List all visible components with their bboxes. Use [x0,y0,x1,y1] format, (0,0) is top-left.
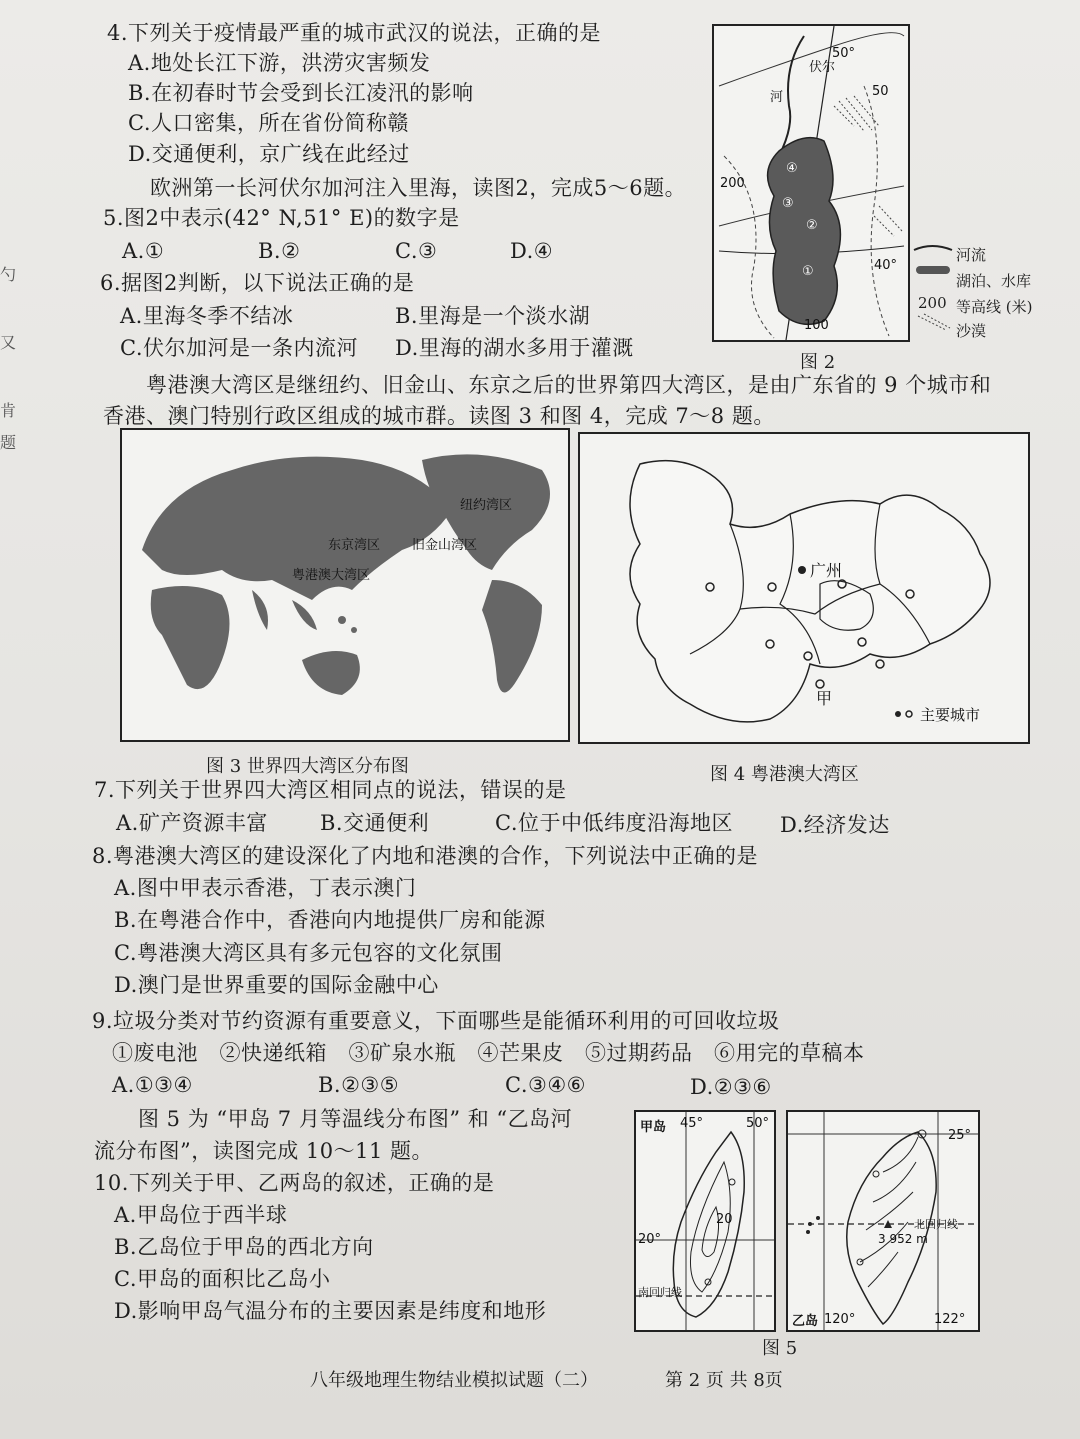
fig2-label-40-deg: 40° [874,258,898,273]
margin-mark: 勺 [0,265,17,284]
question-10-option-a: A.甲岛位于西半球 [114,1203,288,1227]
fig5-label-t20: 20 [716,1212,733,1227]
fig2-label-river: 河 [770,90,784,105]
question-5-option-b: B.② [258,239,301,263]
question-4-option-c: C.人口密集，所在省份简称赣 [128,111,409,135]
fig4-label-jia: 甲 [816,689,833,708]
figure-5-jia-island [634,1110,776,1332]
fig2-legend-river: 河流 [956,246,987,264]
question-5-stem: 5.图2中表示(42° N,51° E)的数字是 [103,206,460,230]
question-4-option-b: B.在初春时节会受到长江凌汛的影响 [128,81,474,105]
gba-map-svg [580,434,1028,742]
fig2-legend-symbols [912,240,956,330]
fig3-label-tokyo: 东京湾区 [328,538,381,553]
question-7-option-a: A.矿产资源丰富 [116,811,268,835]
figure-4-gba-map [578,432,1030,744]
fig2-number-4: ④ [786,161,798,176]
fig2-number-3: ③ [782,196,794,211]
question-5-option-a: A.① [122,239,165,263]
fig2-label-volga: 伏尔 [809,60,836,75]
question-6-option-c: C.伏尔加河是一条内流河 [120,336,358,360]
fig2-label-100: 100 [804,318,829,333]
fig5-label-lat25: 25° [948,1128,972,1143]
question-10-option-d: D.影响甲岛气温分布的主要因素是纬度和地形 [114,1299,547,1323]
fig5-yi-title: 乙岛 [792,1314,819,1329]
fig3-label-newyork: 纽约湾区 [460,498,513,513]
question-9-option-a: A.①③④ [112,1073,193,1097]
intro-5-6: 欧洲第一长河伏尔加河注入里海，读图2，完成5～6题。 [150,176,687,200]
question-7-option-b: B.交通便利 [320,811,430,835]
figure-2-caspian-map [712,24,910,342]
world-map-svg [122,430,568,740]
fig5-caption: 图 5 [762,1338,798,1359]
question-8-option-c: C.粤港澳大湾区具有多元包容的文化氛围 [114,941,503,965]
fig2-legend-desert: 沙漠 [956,322,987,340]
fig5-label-lon122: 122° [934,1312,966,1327]
figure-3-world-bay-areas [120,428,570,742]
fig2-label-50: 50 [872,84,889,99]
question-4-stem: 4.下列关于疫情最严重的城市武汉的说法，正确的是 [107,21,602,45]
question-8-stem: 8.粤港澳大湾区的建设深化了内地和港澳的合作，下列说法中正确的是 [92,844,759,868]
footer-page-number: 第 2 页 共 8页 [665,1370,783,1391]
fig5-label-lat20: 20° [638,1232,662,1247]
intro-10-11-line-1: 图 5 为 “甲岛 7 月等温线分布图” 和 “乙岛河 [138,1107,573,1131]
question-5-option-d: D.④ [510,239,554,263]
fig2-legend-contour-value: 200 [918,294,947,312]
footer-title: 八年级地理生物结业模拟试题（二） [310,1370,598,1391]
question-9-stem: 9.垃圾分类对节约资源有重要意义，下面哪些是能循环利用的可回收垃圾 [92,1009,780,1033]
question-8-option-d: D.澳门是世界重要的国际金融中心 [114,973,439,997]
question-6-stem: 6.据图2判断，以下说法正确的是 [100,271,415,295]
fig3-label-gba: 粤港澳大湾区 [292,568,371,583]
fig5-label-tropic-n: 北回归线 [914,1218,958,1231]
question-7-stem: 7.下列关于世界四大湾区相同点的说法，错误的是 [94,778,567,802]
question-9-option-c: C.③④⑥ [505,1073,586,1097]
question-4-option-a: A.地处长江下游，洪涝灾害频发 [128,51,431,75]
question-4-option-d: D.交通便利，京广线在此经过 [128,142,410,166]
fig5-label-tropic-s: 南回归线 [638,1286,682,1299]
question-8-option-b: B.在粤港合作中，香港向内地提供厂房和能源 [114,908,546,932]
fig4-caption: 图 4 粤港澳大湾区 [710,764,859,785]
fig2-number-2: ② [806,218,818,233]
question-7-option-d: D.经济发达 [780,813,890,837]
fig2-label-50-deg: 50° [832,46,856,61]
intro-10-11-line-2: 流分布图”，读图完成 10～11 题。 [94,1139,434,1163]
question-9-option-d: D.②③⑥ [690,1075,772,1099]
question-6-option-a: A.里海冬季不结冰 [120,304,294,328]
question-9-option-b: B.②③⑤ [318,1073,400,1097]
question-5-option-c: C.③ [395,239,438,263]
fig2-legend-contour: 等高线 (米) [956,298,1033,316]
fig5-label-peak: 3 952 m [878,1232,928,1246]
fig5-label-lon50: 50° [746,1116,770,1131]
intro-7-8-line-2: 香港、澳门特别行政区组成的城市群。读图 3 和图 4，完成 7～8 题。 [103,404,775,428]
question-8-option-a: A.图中甲表示香港，丁表示澳门 [114,876,417,900]
fig4-legend-main-city: 主要城市 [920,706,981,724]
fig4-label-guangzhou: 广州 [810,561,843,580]
question-10-option-c: C.甲岛的面积比乙岛小 [114,1267,331,1291]
fig2-caption: 图 2 [800,352,836,373]
fig5-label-lon120: 120° [824,1312,856,1327]
figure-5-yi-island [786,1110,980,1332]
question-6-option-d: D.里海的湖水多用于灌溉 [395,336,634,360]
fig5-label-lon45: 45° [680,1116,704,1131]
margin-mark: 题 [0,433,17,452]
fig2-number-1: ① [802,264,814,279]
question-10-option-b: B.乙岛位于甲岛的西北方向 [114,1235,374,1259]
margin-mark: 又 [0,333,17,352]
fig3-caption: 图 3 世界四大湾区分布图 [206,756,409,777]
fig5-jia-title: 甲岛 [640,1120,667,1135]
fig2-label-200: 200 [720,176,745,191]
fig3-label-sf: 旧金山湾区 [412,538,478,553]
margin-mark: 肯 [0,401,17,420]
question-6-option-b: B.里海是一个淡水湖 [395,304,591,328]
intro-7-8-line-1: 粤港澳大湾区是继纽约、旧金山、东京之后的世界第四大湾区，是由广东省的 9 个城市和 [146,373,992,397]
question-9-items: ①废电池 ②快递纸箱 ③矿泉水瓶 ④芒果皮 ⑤过期药品 ⑥用完的草稿本 [112,1041,865,1065]
fig2-legend-lake: 湖泊、水库 [956,272,1032,290]
question-7-option-c: C.位于中低纬度沿海地区 [495,811,733,835]
question-10-stem: 10.下列关于甲、乙两岛的叙述，正确的是 [94,1171,495,1195]
